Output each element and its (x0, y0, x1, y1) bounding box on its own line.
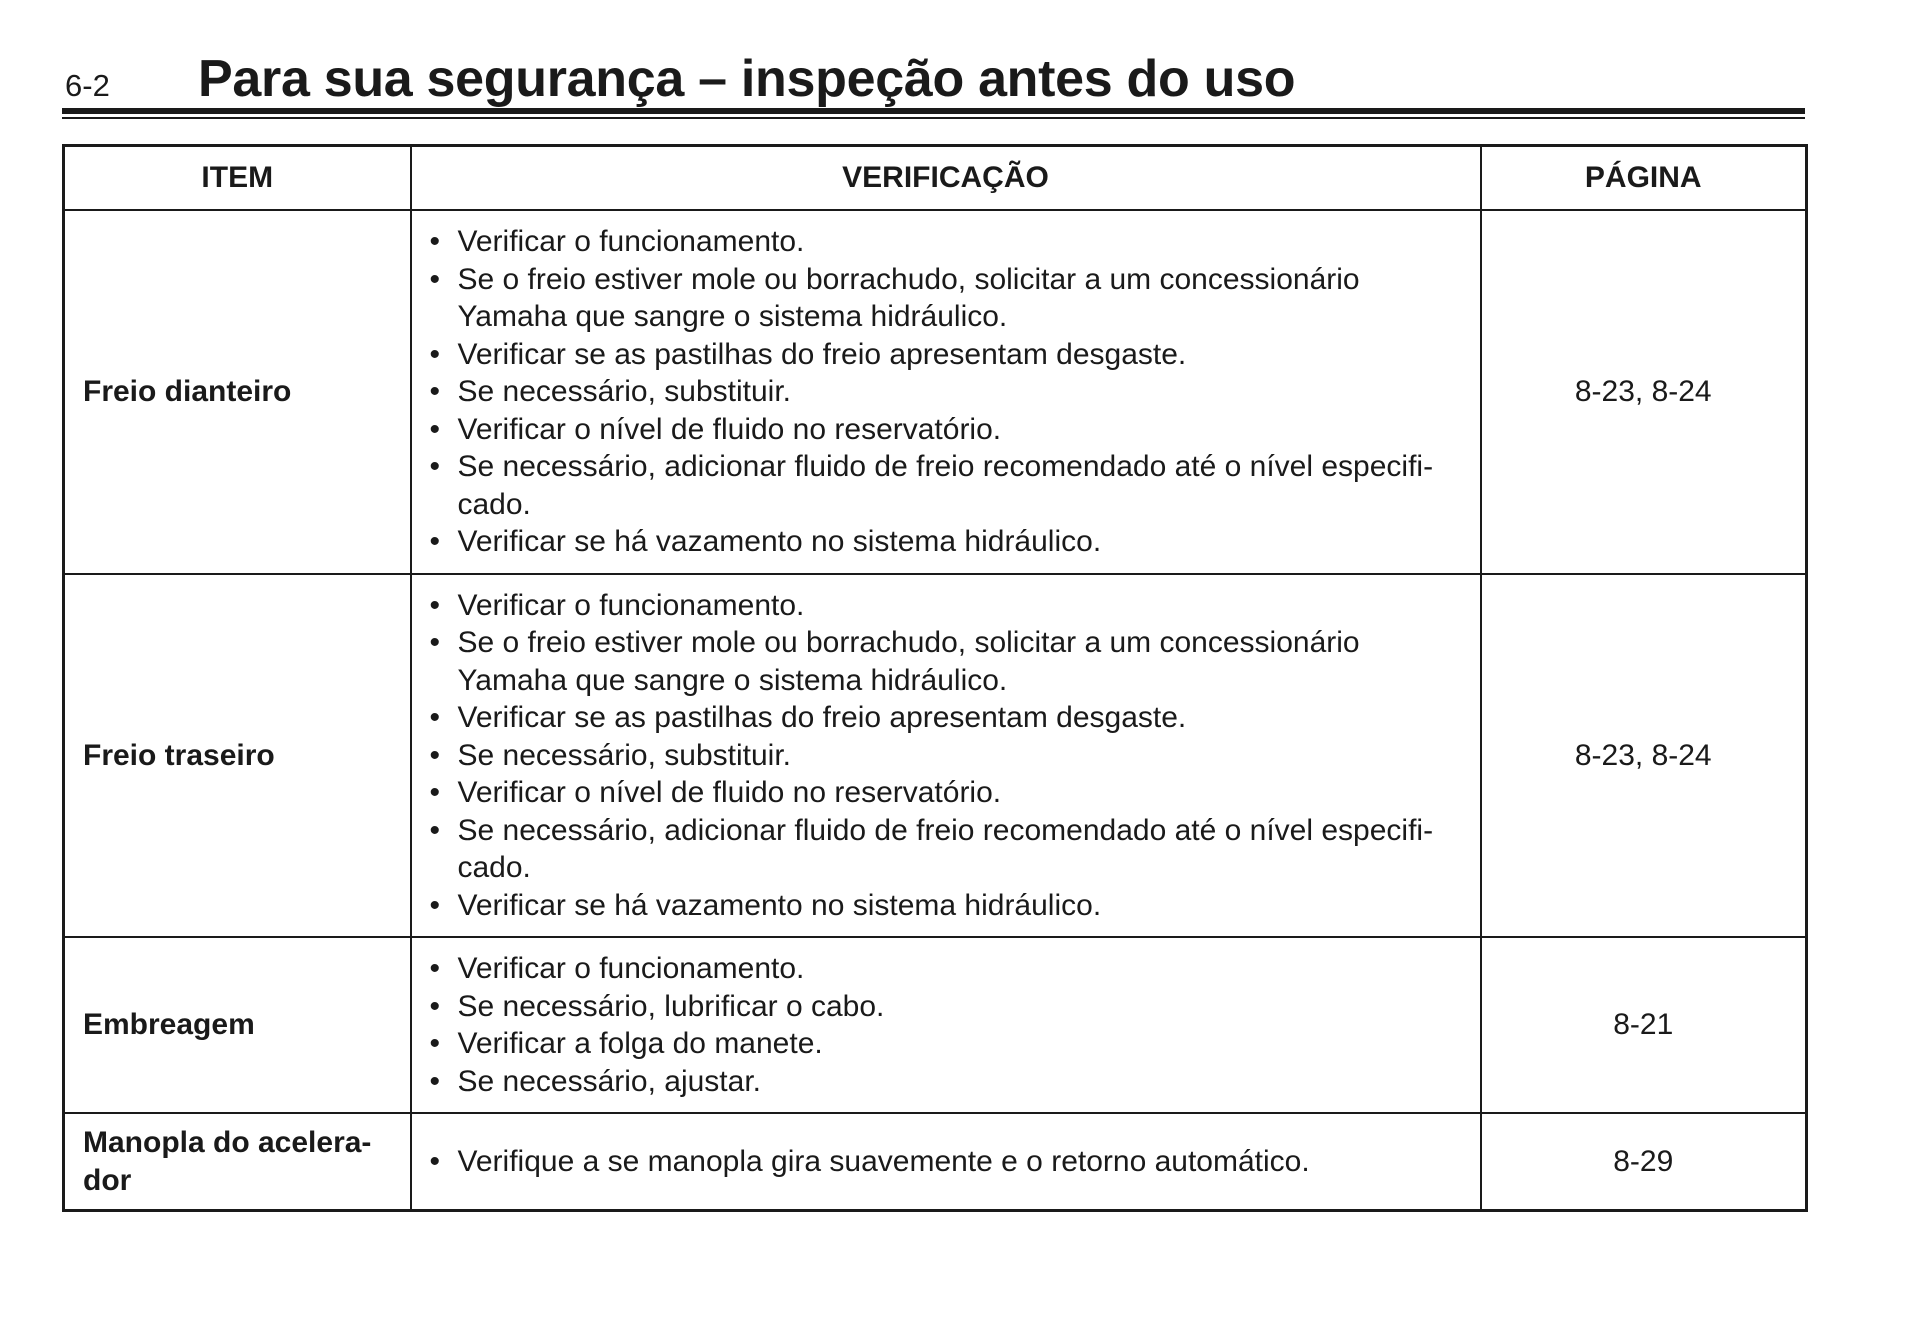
check-item: • Se necessário, adicionar fluido de freio recomendado até o nível especifi-cado. (430, 812, 1460, 887)
table-row (64, 937, 1807, 1113)
check-list (430, 1143, 1460, 1181)
item-cell: Embreagem (64, 937, 411, 1113)
check-item: • Se necessário, adicionar fluido de freio recomendado até o nível especifi-cado. (430, 448, 1460, 523)
check-item: • Verificar o funcionamento. (430, 950, 1460, 988)
page-ref-cell: 8-23, 8-24 (1481, 574, 1807, 938)
title-rule-thin (62, 117, 1805, 119)
verification-cell (411, 574, 1481, 938)
item-cell: Freio traseiro (64, 574, 411, 938)
table-header-row (64, 146, 1807, 211)
check-item: • Verifique a se manopla gira suavemente e o retorno automático. (430, 1143, 1460, 1181)
check-item: • Verificar o nível de fluido no reservatório. (430, 411, 1460, 449)
page-ref-cell: 8-29 (1481, 1113, 1807, 1211)
title-rule-thick (62, 108, 1805, 114)
verification-cell (411, 1113, 1481, 1211)
table-row (64, 210, 1807, 574)
check-item: • Verificar o funcionamento. (430, 223, 1460, 261)
check-item: • Verificar o nível de fluido no reservatório. (430, 774, 1460, 812)
check-list (430, 587, 1460, 925)
check-item: • Se necessário, substituir. (430, 737, 1460, 775)
item-cell: Freio dianteiro (64, 210, 411, 574)
page-title: Para sua segurança – inspeção antes do uso (198, 50, 1296, 108)
column-header-item: ITEM (64, 146, 411, 211)
check-item: • Se o freio estiver mole ou borrachudo, solicitar a um concessionário Yamaha que sangre o sistema hidráulico. (430, 261, 1460, 336)
page-ref-cell: 8-21 (1481, 937, 1807, 1113)
item-cell: Manopla do acelera-dor (64, 1113, 411, 1211)
page-ref-cell: 8-23, 8-24 (1481, 210, 1807, 574)
check-item: • Se necessário, substituir. (430, 373, 1460, 411)
check-item: • Verificar se as pastilhas do freio apresentam desgaste. (430, 699, 1460, 737)
column-header-page: PÁGINA (1481, 146, 1807, 211)
check-item: • Verificar se há vazamento no sistema hidráulico. (430, 523, 1460, 561)
page-number: 6-2 (65, 68, 110, 103)
table-row (64, 1113, 1807, 1211)
check-item: • Verificar o funcionamento. (430, 587, 1460, 625)
check-item: • Se necessário, lubrificar o cabo. (430, 988, 1460, 1026)
check-item: • Se o freio estiver mole ou borrachudo, solicitar a um concessionário Yamaha que sangre o sistema hidráulico. (430, 624, 1460, 699)
verification-cell (411, 210, 1481, 574)
check-item: • Verificar se há vazamento no sistema hidráulico. (430, 887, 1460, 925)
check-item: • Verificar a folga do manete. (430, 1025, 1460, 1063)
table-row (64, 574, 1807, 938)
check-item: • Se necessário, ajustar. (430, 1063, 1460, 1101)
check-item: • Verificar se as pastilhas do freio apresentam desgaste. (430, 336, 1460, 374)
verification-cell (411, 937, 1481, 1113)
check-list (430, 950, 1460, 1100)
column-header-verification: VERIFICAÇÃO (411, 146, 1481, 211)
check-list (430, 223, 1460, 561)
inspection-table (62, 144, 1808, 1212)
